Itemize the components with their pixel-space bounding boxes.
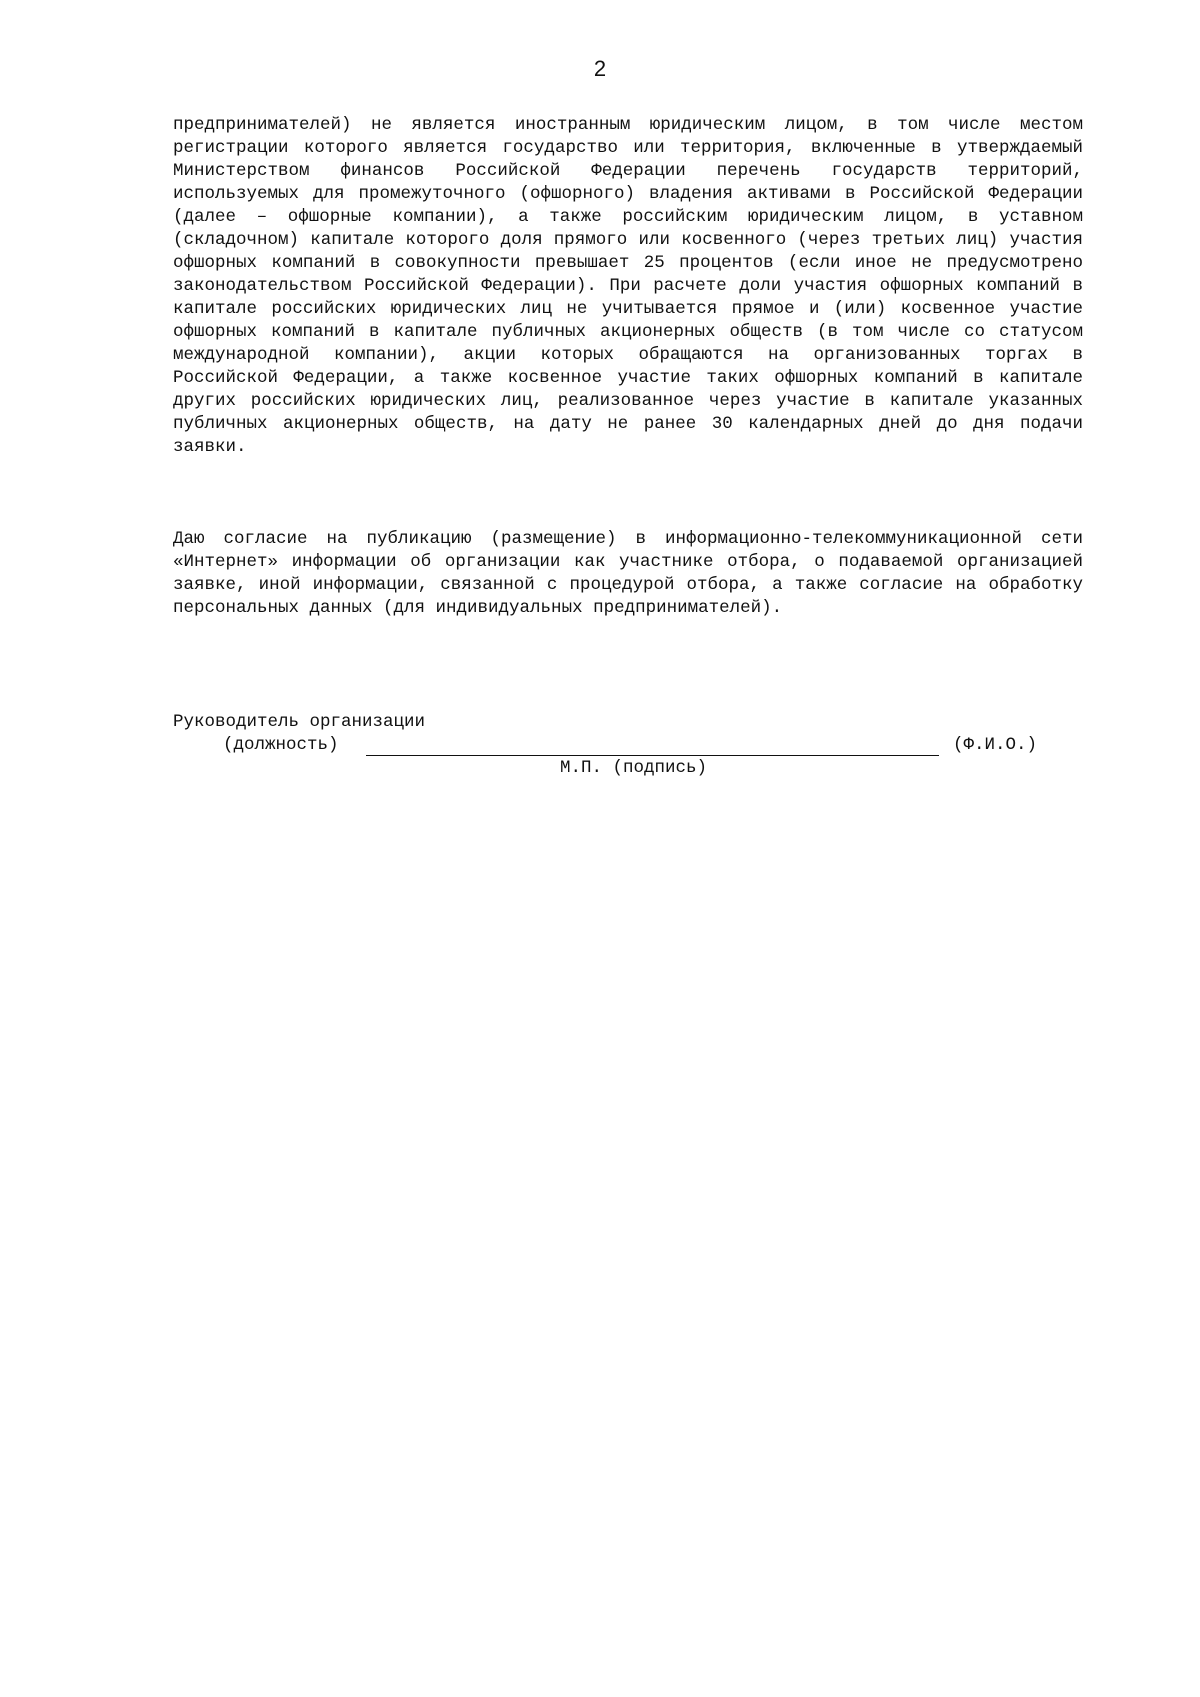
paragraph-consent: Даю согласие на публикацию (размещение) в информационно-телекоммуникационной сети «Интернет» информации об организации как участнике отбора, о подаваемой организацией заявке, иной информации, связанной с процедурой отбора, а также согласие на обработку персональных данных (для индивидуальных предпринимателей). xyxy=(173,529,1083,618)
page-number: 2 xyxy=(593,56,607,81)
signature-line xyxy=(366,755,939,756)
signature-position-label: (должность) xyxy=(223,735,339,755)
signature-fio-label: (Ф.И.О.) xyxy=(953,735,1038,755)
signature-title: Руководитель организации xyxy=(173,712,426,732)
paragraph-offshore-status: предпринимателей) не является иностранным юридическим лицом, в том числе местом регистрации которого является государство или территория, включенные в утверждаемый Министерством финансов Российской Федерации перечень государств территорий, используемых для промежуточного (офшорного) владения активами в Российской Федерации (далее – офшорные компании), а также российским юридическим лицом, в уставном (складочном) капитале которого доля прямого или косвенного (через третьих лиц) участия офшорных компаний в совокупности превышает 25 процентов (если иное не предусмотрено законодательством Российской Федерации). При расчете доли участия офшорных компаний в капитале российских юридических лиц не учитывается прямое и (или) косвенное участие офшорных компаний в капитале публичных акционерных обществ (в том числе со статусом международной компании), акции которых обращаются на организованных торгах в Российской Федерации, а также косвенное участие таких офшорных компаний в капитале других российских юридических лиц, реализованное через участие в капитале указанных публичных акционерных обществ, на дату не ранее 30 календарных дней до дня подачи заявки. xyxy=(173,115,1083,457)
signature-stamp-label: М.П. (подпись) xyxy=(560,758,708,778)
